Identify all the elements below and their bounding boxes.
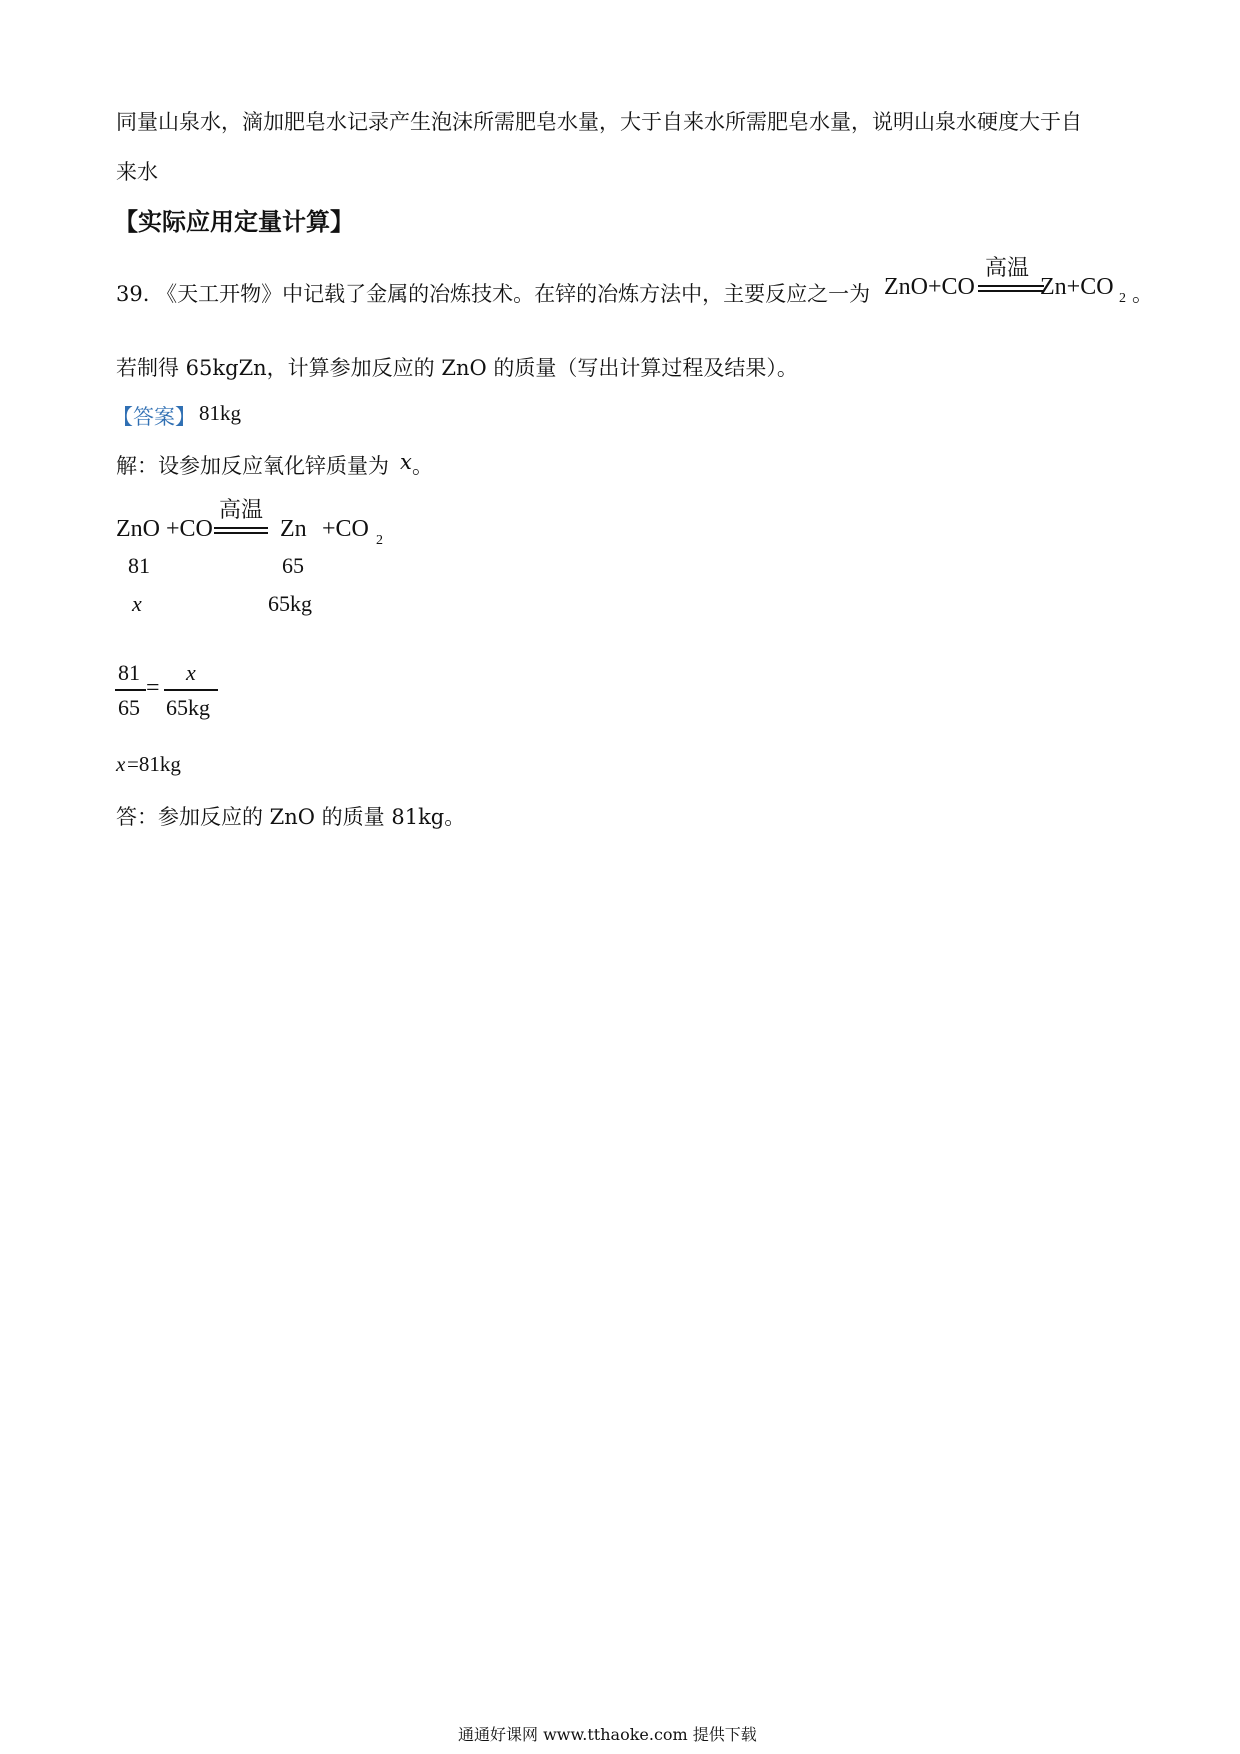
question-prefix: 39. 《天工开物》中记载了金属的冶炼技术。在锌的冶炼方法中，主要反应之一为: [116, 282, 871, 306]
solution-eq-condition: 高温: [219, 498, 264, 523]
solution-eq-arrow-top: [214, 527, 268, 529]
solution-unknown-zno: x: [132, 591, 142, 616]
ratio-numerator-right: x: [186, 660, 196, 685]
question-eq-subscript: 2: [1119, 291, 1126, 306]
ratio-equals: =: [146, 675, 160, 701]
solution-mass-zno: 81: [128, 553, 150, 578]
solution-eq-arrow-bottom: [214, 532, 268, 534]
intro-line-2: 来水: [116, 160, 158, 184]
ratio-numerator-left: 81: [118, 660, 140, 685]
ratio-fraction-bar-left: [115, 689, 146, 691]
ratio-denominator-right: 65kg: [166, 695, 210, 720]
question-eq-arrow-top: [978, 285, 1044, 287]
solution-result-value: =81kg: [127, 752, 181, 776]
question-eq-left: ZnO+CO: [884, 274, 975, 300]
solution-eq-product-2: +CO: [322, 516, 369, 542]
question-eq-right: Zn+CO: [1040, 274, 1114, 300]
question-line-2: 若制得 65kgZn，计算参加反应的 ZnO 的质量（写出计算过程及结果）。: [116, 356, 798, 380]
section-heading: 【实际应用定量计算】: [114, 208, 354, 236]
ratio-denominator-left: 65: [118, 695, 140, 720]
solution-eq-product-1: Zn: [280, 516, 307, 542]
solution-intro-end: 。: [412, 454, 433, 478]
solution-conclusion: 答：参加反应的 ZnO 的质量 81kg。: [116, 805, 466, 829]
solution-intro-var: x: [400, 450, 412, 474]
answer-tag: 【答案】: [112, 405, 196, 429]
question-eq-condition: 高温: [985, 256, 1030, 281]
page-footer: 通通好课网 www.tthaoke.com 提供下载: [458, 1725, 757, 1744]
question-eq-end: 。: [1132, 282, 1153, 306]
solution-eq-product-2-subscript: 2: [376, 533, 383, 548]
solution-mass-zn: 65: [282, 553, 304, 578]
solution-known-zn: 65kg: [268, 591, 312, 616]
solution-eq-left: ZnO +CO: [116, 516, 213, 542]
solution-intro: 解：设参加反应氧化锌质量为: [116, 454, 389, 478]
answer-value: 81kg: [199, 401, 241, 425]
ratio-fraction-bar-right: [164, 689, 218, 691]
solution-result-var: x: [116, 752, 126, 776]
intro-line-1: 同量山泉水，滴加肥皂水记录产生泡沫所需肥皂水量，大于自来水所需肥皂水量，说明山泉水硬度大于自: [116, 110, 1082, 134]
question-eq-arrow-bottom: [978, 290, 1044, 292]
